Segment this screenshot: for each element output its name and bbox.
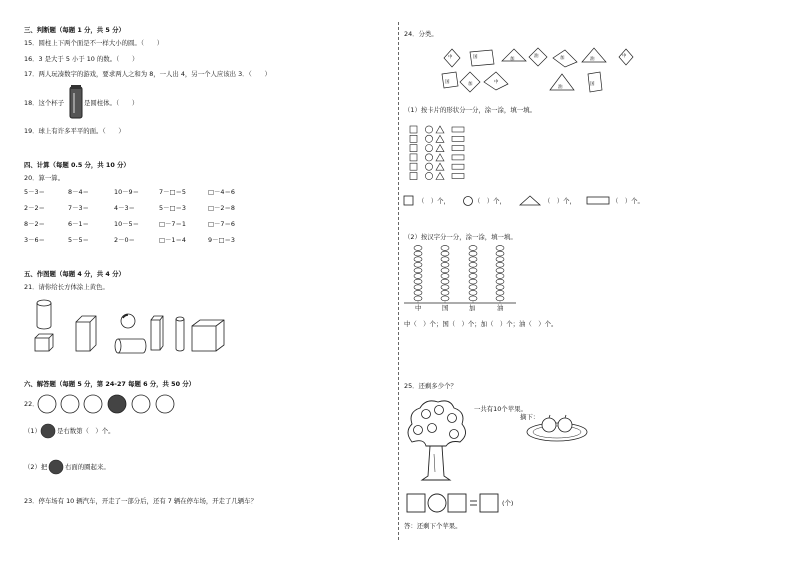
- graph-rect-cell: [452, 146, 464, 151]
- graph-square-cell: [410, 173, 417, 180]
- section-3-header: 三、判断题（每题 1 分，共 5 分）: [24, 26, 125, 34]
- char-count-row: 中（ ）个；国（ ）个；加（ ）个；油（ ）个。: [404, 320, 558, 328]
- answer-line: 答：还剩下个苹果。: [404, 522, 462, 530]
- unit-label: (个): [502, 499, 514, 507]
- cube-big-shape: [192, 320, 224, 351]
- graph-triangle-cell: [436, 173, 444, 180]
- calc-item: 2－2＝: [24, 204, 45, 212]
- bead: [469, 290, 477, 295]
- bead: [441, 262, 449, 267]
- shape-card-label: 油: [558, 85, 563, 90]
- shape-card-label: 中: [622, 54, 627, 59]
- section-6-header: 六、解答题（每题 5 分，第 24-27 每题 6 分，共 50 分）: [24, 380, 196, 388]
- solids-figure: [30, 296, 230, 356]
- bead-label-guo: 国: [442, 304, 449, 312]
- question-24-2: （2）按汉字分一分，涂一涂，填一填。: [404, 233, 517, 241]
- calc-item: 8－2＝: [24, 220, 45, 228]
- bead: [441, 268, 449, 273]
- bead: [441, 279, 449, 284]
- bead: [414, 246, 422, 251]
- bead: [469, 251, 477, 256]
- shape-card-label: 中: [494, 80, 499, 85]
- bead: [414, 296, 422, 301]
- rectangle-icon: [587, 197, 609, 204]
- question-16: 16．3 是大于 5 小于 10 的数。（ ）: [24, 55, 139, 63]
- graph-rect-cell: [452, 155, 464, 160]
- bead: [496, 268, 504, 273]
- bead: [441, 257, 449, 262]
- bead-label-zhong: 中: [415, 304, 422, 312]
- bead-graph: [404, 245, 524, 309]
- calc-item: □－7＝1: [159, 220, 186, 228]
- dark-circle-icon: [48, 459, 64, 475]
- bead: [441, 296, 449, 301]
- equation-boxes: [406, 492, 498, 514]
- bead: [496, 290, 504, 295]
- calc-item: 9－□＝3: [208, 236, 235, 244]
- graph-rect-cell: [452, 174, 464, 179]
- shape-card-label: 国: [590, 82, 595, 87]
- question-22-1-suffix: 是右数第（ ）个。: [57, 427, 115, 435]
- bead: [414, 251, 422, 256]
- calc-item: 10－5＝: [114, 220, 139, 228]
- bead: [469, 262, 477, 267]
- shape-card-label: 加: [468, 82, 473, 87]
- page-divider: [398, 22, 399, 540]
- equation-box-1: [407, 494, 425, 512]
- question-23: 23．停车场有 10 辆汽车，开走了一部分后，还有 7 辆在停车场，开走了几辆车？: [24, 497, 257, 505]
- graph-circle-cell: [425, 126, 432, 133]
- bead: [414, 290, 422, 295]
- calc-item: 4－3＝: [114, 204, 135, 212]
- bead: [469, 285, 477, 290]
- bead-label-you: 油: [497, 304, 504, 312]
- sphere-shape: [121, 314, 135, 328]
- bead: [496, 274, 504, 279]
- graph-square-cell: [410, 163, 417, 170]
- graph-circle-cell: [425, 135, 432, 142]
- circle-icon: [464, 197, 473, 206]
- square-icon: [404, 196, 413, 205]
- bead: [414, 268, 422, 273]
- graph-rect-cell: [452, 164, 464, 169]
- shape-graph: [410, 124, 470, 184]
- circle-dark: [108, 395, 126, 413]
- bead-label-jia: 加: [469, 304, 476, 312]
- cylinder-thin-shape: [176, 317, 184, 351]
- plate-apples-image: [525, 410, 589, 444]
- bead: [414, 285, 422, 290]
- calc-item: 7－□＝5: [159, 188, 186, 196]
- equation-result-box: [480, 494, 498, 512]
- bead: [441, 274, 449, 279]
- shape-card-label: 加: [560, 56, 565, 61]
- bead: [496, 257, 504, 262]
- count-square: （ ）个，: [418, 197, 450, 205]
- question-18-prefix: 18．这个杯子: [24, 99, 65, 107]
- bead: [496, 296, 504, 301]
- graph-square-cell: [410, 126, 417, 133]
- calc-item: □－7＝6: [208, 220, 235, 228]
- cuboid-tall-shape: [76, 316, 96, 351]
- bead: [414, 262, 422, 267]
- circle-6: [156, 395, 174, 413]
- question-18-suffix: 是圆柱体。（ ）: [84, 99, 139, 107]
- bead: [414, 279, 422, 284]
- calc-item: □－2＝8: [208, 204, 235, 212]
- graph-circle-cell: [425, 145, 432, 152]
- question-15: 15．圆柱上下两个面是不一样大小的圆。（ ）: [24, 39, 164, 47]
- shape-card-label: 加: [510, 57, 515, 62]
- shape-card-label: 油: [534, 54, 539, 59]
- count-rect: （ ）个。: [612, 197, 644, 205]
- circle-3: [84, 395, 102, 413]
- bead: [441, 290, 449, 295]
- bead: [469, 274, 477, 279]
- bead: [496, 251, 504, 256]
- circle-row: [37, 394, 179, 416]
- bead: [469, 257, 477, 262]
- total-apples-text: 一共有10个苹果。: [474, 405, 527, 413]
- question-20: 20．算一算。: [24, 174, 65, 182]
- section-5-header: 五、作图题（每题 4 分，共 4 分）: [24, 270, 125, 278]
- question-24-1: （1）按卡片的形状分一分，涂一涂，填一填。: [404, 106, 536, 114]
- graph-triangle-cell: [436, 126, 444, 133]
- bead: [414, 257, 422, 262]
- count-triangle: （ ）个，: [544, 197, 576, 205]
- count-circle: （ ）个，: [474, 197, 506, 205]
- apple-tree-image: [404, 398, 474, 482]
- bead: [496, 262, 504, 267]
- calc-item: 8－4＝: [68, 188, 89, 196]
- bead: [469, 279, 477, 284]
- question-22-2-prefix: （2）把: [24, 463, 48, 471]
- dark-circle-icon: [40, 423, 56, 439]
- calc-item: 2－0＝: [114, 236, 135, 244]
- question-22-1-prefix: （1）: [24, 427, 41, 435]
- calc-item: 5－3＝: [24, 188, 45, 196]
- question-17: 17．两人玩凑数字的游戏，要求两人之和为 8，一人出 4，另一个人应该出 3．（ ）: [24, 70, 271, 78]
- question-21: 21．请你给长方体涂上黄色。: [24, 283, 109, 291]
- bead: [496, 279, 504, 284]
- shape-card-label: 国: [445, 80, 450, 85]
- question-19: 19．球上有许多平平的面。（ ）: [24, 127, 125, 135]
- graph-rect-cell: [452, 136, 464, 141]
- circle-1: [38, 395, 56, 413]
- bead: [441, 285, 449, 290]
- calc-item: □－1＝4: [159, 236, 186, 244]
- graph-triangle-cell: [436, 163, 444, 170]
- bead: [496, 285, 504, 290]
- circle-5: [132, 395, 150, 413]
- equation-operator-circle: [428, 494, 446, 512]
- shape-card-label: 中: [448, 55, 453, 60]
- calc-item: 6－1＝: [68, 220, 89, 228]
- graph-square-cell: [410, 154, 417, 161]
- cube-small-shape: [35, 334, 53, 351]
- triangle-icon: [520, 196, 540, 205]
- bead: [414, 274, 422, 279]
- bead: [469, 246, 477, 251]
- cylinder-tall-shape: [37, 300, 51, 329]
- cup-image: [69, 85, 83, 119]
- calc-item: 3－6＝: [24, 236, 45, 244]
- bead: [441, 246, 449, 251]
- shape-card-label: 油: [590, 57, 595, 62]
- shape-card-label: 国: [473, 55, 478, 60]
- graph-rect-cell: [452, 127, 464, 132]
- question-22: 22．: [24, 400, 39, 408]
- calc-item: 7－3＝: [68, 204, 89, 212]
- question-22-2-suffix: 右面的圈起来。: [65, 463, 110, 471]
- calc-item: 5－5＝: [68, 236, 89, 244]
- bead: [469, 268, 477, 273]
- bead: [496, 246, 504, 251]
- calc-item: □－4＝6: [208, 188, 235, 196]
- bead: [469, 296, 477, 301]
- graph-square-cell: [410, 145, 417, 152]
- graph-triangle-cell: [436, 145, 444, 152]
- equation-box-2: [448, 494, 466, 512]
- graph-triangle-cell: [436, 135, 444, 142]
- calc-item: 5－□＝3: [159, 204, 186, 212]
- cuboid-thin-shape: [151, 316, 163, 350]
- calc-item: 10－9＝: [114, 188, 139, 196]
- card-rect-2: [553, 50, 577, 67]
- graph-square-cell: [410, 135, 417, 142]
- cylinder-lying-shape: [115, 339, 146, 353]
- picked-label: 摘下：: [520, 413, 540, 421]
- graph-triangle-cell: [436, 154, 444, 161]
- section-4-header: 四、计算（每题 0.5 分，共 10 分）: [24, 161, 130, 169]
- question-24: 24．分类。: [404, 30, 438, 38]
- graph-circle-cell: [425, 172, 432, 179]
- graph-circle-cell: [425, 154, 432, 161]
- circle-2: [61, 395, 79, 413]
- bead: [441, 251, 449, 256]
- question-25: 25．还剩多少个？: [404, 382, 457, 390]
- graph-circle-cell: [425, 163, 432, 170]
